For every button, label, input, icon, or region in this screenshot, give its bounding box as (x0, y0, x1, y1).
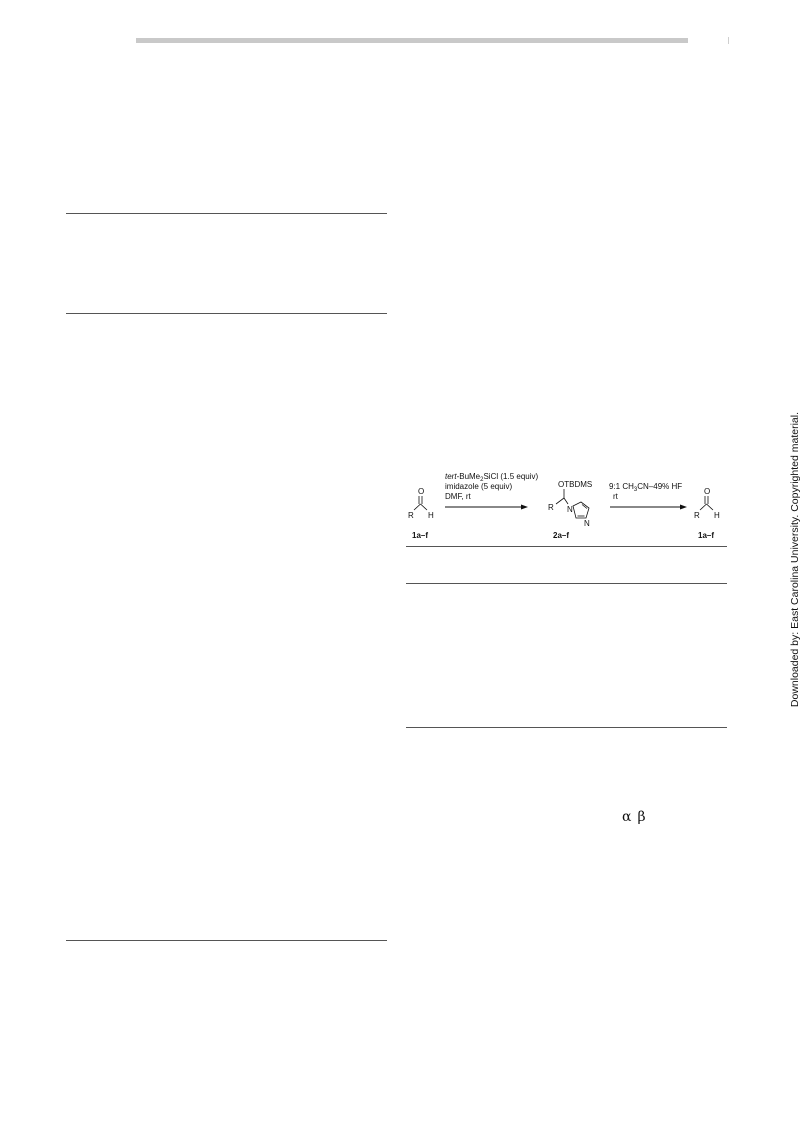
page-header-bar (136, 38, 688, 43)
table-header-rule (406, 583, 727, 584)
reaction-scheme (405, 466, 735, 546)
intermediate-structure (548, 480, 592, 528)
atom-h-label: H (714, 511, 720, 520)
alpha-symbol: α (622, 809, 632, 825)
beta-symbol: β (637, 809, 646, 825)
product-aldehyde-structure (694, 487, 720, 520)
atom-r-label: R (548, 503, 554, 512)
table-mid-rule (66, 313, 387, 314)
reagent-step1-line1: tert-BuMe$_2$SiCl (1.5 equiv) (445, 472, 539, 483)
atom-o-label: O (418, 487, 425, 496)
reagent-step2-line2: rt (613, 492, 618, 501)
scheme-bottom-rule (406, 546, 727, 547)
reagent-step2-line1: 9:1 $CH_3CN-49\%$ HF (609, 482, 683, 493)
page-header-tick (728, 37, 729, 44)
atom-r-label: R (408, 511, 414, 520)
compound-label-1: 1a–f (412, 531, 429, 540)
atom-n-label: N (567, 505, 573, 514)
download-watermark: Downloaded by: East Carolina University. Copyrighted material. (789, 412, 801, 708)
reagent-step1-line2: imidazole (5 equiv) (445, 482, 513, 491)
atom-r-label: R (694, 511, 700, 520)
compound-label-3: 1a–f (698, 531, 715, 540)
compound-label-2: 2a–f (553, 531, 570, 540)
table-end-rule (406, 727, 727, 728)
atom-o-label: O (704, 487, 711, 496)
greek-symbols (622, 809, 652, 825)
atom-n-label: N (584, 519, 590, 528)
table-bottom-rule (66, 940, 387, 941)
reagent-step1-line3: DMF, rt (445, 492, 471, 501)
otbdms-label: OTBDMS (558, 480, 593, 489)
table-top-rule (66, 213, 387, 214)
starting-aldehyde-structure (408, 487, 434, 520)
atom-h-label: H (428, 511, 434, 520)
